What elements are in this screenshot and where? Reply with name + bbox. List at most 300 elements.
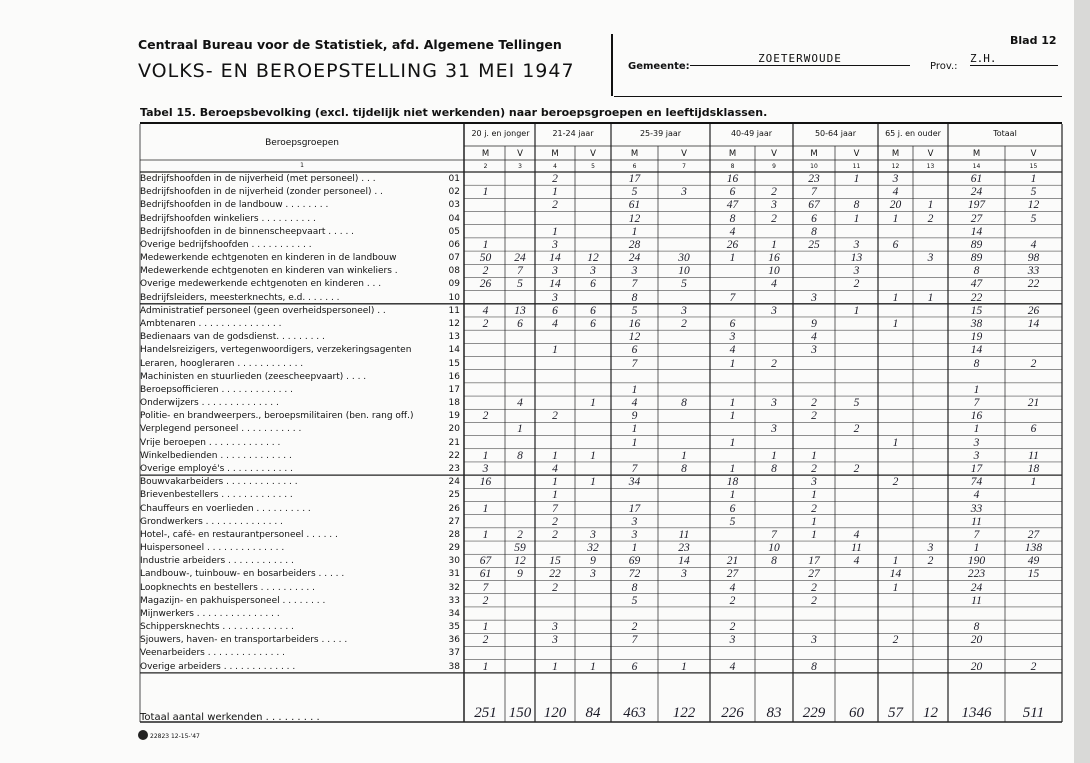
data-cell: 2	[811, 581, 817, 594]
row-label: Sjouwers, haven- en transportarbeiders . . . . .	[140, 635, 348, 646]
gemeente-value: ZOETERWOUDE	[690, 52, 910, 66]
data-cell: 14	[549, 278, 561, 291]
row-label: Medewerkende echtgenoten en kinderen van winkeliers .	[140, 266, 398, 277]
row-label: Bedrijfshoofden in de nijverheid (zonder personeel) . .	[140, 187, 383, 198]
data-cell: 24	[628, 252, 641, 265]
data-cell: 1	[892, 212, 899, 225]
data-cell: 4	[1030, 238, 1037, 251]
sex-header-m: M	[551, 149, 559, 159]
row-label: Beroepsofficieren . . . . . . . . . . . . .	[140, 384, 293, 395]
data-cell: 14	[678, 555, 690, 568]
data-cell: 18	[1027, 462, 1040, 475]
sex-header-m: M	[972, 149, 981, 159]
total-cell: 122	[672, 705, 696, 721]
row-label: Schippersknechts . . . . . . . . . . . . .	[140, 622, 294, 633]
data-cell: 2	[853, 462, 860, 475]
data-cell: 1	[1030, 173, 1037, 185]
col-number: 9	[772, 163, 776, 170]
data-cell: 5	[681, 278, 687, 291]
data-cell: 8	[973, 621, 980, 634]
data-cell: 6	[590, 278, 596, 291]
data-cell: 6	[517, 317, 523, 330]
data-cell: 2	[892, 476, 899, 489]
age-group-header: 25-39 jaar	[639, 129, 682, 138]
row-number: 38	[448, 661, 460, 672]
data-cell: 7	[631, 462, 638, 475]
data-cell: 3	[927, 252, 934, 265]
col-number: 8	[730, 163, 735, 170]
data-cell: 1	[590, 397, 596, 410]
data-cell: 20	[970, 660, 983, 673]
col-number: 6	[632, 163, 637, 170]
data-cell: 47	[726, 199, 739, 212]
data-cell: 12	[628, 331, 641, 344]
data-cell: 138	[1024, 542, 1043, 555]
data-cell: 8	[973, 265, 980, 278]
col-number: 4	[553, 163, 557, 170]
col-number: 12	[891, 163, 900, 170]
data-cell: 2	[517, 528, 523, 541]
data-cell: 1	[853, 212, 860, 225]
row-number: 05	[448, 226, 460, 237]
data-cell: 6	[590, 317, 596, 330]
data-cell: 69	[628, 555, 641, 568]
data-cell: 1	[729, 357, 736, 370]
data-cell: 67	[808, 199, 820, 212]
row-number: 08	[448, 266, 460, 277]
sex-header-v: V	[1030, 149, 1037, 159]
data-cell: 61	[970, 173, 983, 185]
data-cell: 4	[482, 304, 489, 317]
data-cell: 67	[479, 555, 492, 568]
data-cell: 2	[927, 555, 934, 568]
data-cell: 20	[889, 199, 902, 212]
data-cell: 4	[631, 397, 638, 410]
header-divider	[611, 34, 613, 96]
sex-header-v: V	[927, 149, 934, 159]
data-cell: 8	[973, 357, 980, 370]
row-number: 29	[448, 543, 460, 554]
scan-edge	[1074, 0, 1090, 763]
gemeente-label: Gemeente:	[628, 61, 690, 72]
data-cell: 89	[970, 238, 983, 251]
data-cell: 47	[970, 278, 983, 291]
data-cell: 1	[853, 304, 860, 317]
row-label: Overige medewerkende echtgenoten en kinderen . . .	[140, 279, 382, 290]
data-cell: 2	[552, 410, 558, 423]
organization-name: Centraal Bureau voor de Statistiek, afd. Algemene Tellingen	[138, 37, 562, 52]
data-cell: 1	[811, 449, 817, 462]
data-cell: 2	[729, 621, 736, 634]
data-cell: 3	[973, 449, 980, 462]
data-cell: 7	[631, 357, 638, 370]
data-cell: 17	[628, 502, 641, 515]
row-label: Bedrijfshoofden winkeliers . . . . . . . . . .	[140, 213, 316, 224]
row-number: 04	[448, 213, 460, 224]
data-cell: 19	[970, 331, 983, 344]
col-number: 5	[591, 163, 595, 170]
data-cell: 9	[590, 555, 596, 568]
col-number: 7	[682, 163, 686, 170]
data-cell: 24	[514, 252, 526, 265]
row-label: Chauffeurs en voerlieden . . . . . . . . . .	[140, 503, 311, 514]
data-cell: 1	[973, 423, 980, 436]
data-cell: 3	[811, 291, 817, 304]
total-cell: 12	[923, 705, 938, 721]
row-number: 07	[448, 253, 460, 264]
data-cell: 11	[678, 528, 690, 541]
data-cell: 2	[811, 502, 817, 515]
data-cell: 3	[811, 476, 817, 489]
data-cell: 9	[811, 317, 817, 330]
data-cell: 1	[729, 410, 736, 423]
row-number: 10	[448, 292, 460, 303]
row-label: Ambtenaren . . . . . . . . . . . . . . .	[140, 318, 282, 329]
col-number: 13	[926, 163, 935, 170]
row-number: 22	[448, 450, 460, 461]
data-cell: 49	[1027, 555, 1040, 568]
data-cell: 8	[771, 555, 777, 568]
data-cell: 2	[552, 528, 558, 541]
row-number: 01	[448, 174, 460, 184]
data-cell: 61	[628, 199, 641, 212]
data-cell: 3	[552, 621, 558, 634]
sex-header-m: M	[481, 149, 490, 159]
row-number: 06	[448, 239, 460, 250]
data-cell: 38	[970, 317, 983, 330]
data-cell: 2	[482, 594, 489, 607]
data-cell: 1	[927, 199, 934, 212]
row-number: 32	[448, 582, 460, 593]
data-cell: 4	[729, 344, 736, 357]
data-cell: 2	[771, 357, 777, 370]
data-cell: 6	[631, 344, 638, 357]
row-number: 19	[448, 411, 460, 422]
sex-header-v: V	[517, 149, 523, 159]
data-cell: 2	[927, 212, 934, 225]
data-cell: 12	[587, 252, 599, 265]
data-cell: 1	[482, 449, 489, 462]
data-cell: 1	[729, 252, 736, 265]
sex-header-m: M	[891, 149, 900, 159]
sex-header-v: V	[590, 149, 596, 159]
data-cell: 27	[808, 568, 820, 581]
data-cell: 5	[631, 304, 638, 317]
data-cell: 7	[552, 502, 558, 515]
row-label: Bouwvakarbeiders . . . . . . . . . . . . .	[140, 477, 298, 488]
data-cell: 1	[892, 581, 899, 594]
data-cell: 2	[853, 423, 860, 436]
data-cell: 3	[590, 265, 596, 278]
row-label: Bedienaars van de godsdienst. . . . . . . . .	[140, 332, 325, 343]
data-cell: 3	[552, 265, 558, 278]
total-cell: 463	[623, 705, 646, 721]
data-cell: 7	[631, 278, 638, 291]
data-cell: 59	[514, 542, 526, 555]
data-cell: 1	[729, 397, 736, 410]
data-cell: 33	[970, 502, 983, 515]
data-cell: 3	[853, 238, 860, 251]
row-number: 33	[448, 595, 460, 606]
header-rule	[614, 96, 1062, 97]
data-cell: 2	[811, 397, 817, 410]
total-cell: 120	[543, 705, 567, 721]
data-cell: 3	[729, 634, 736, 647]
data-cell: 9	[517, 568, 523, 581]
data-cell: 4	[853, 555, 860, 568]
data-cell: 3	[482, 462, 489, 475]
data-cell: 26	[1027, 304, 1040, 317]
data-cell: 4	[973, 489, 980, 502]
data-cell: 2	[552, 581, 558, 594]
data-cell: 2	[482, 410, 489, 423]
row-label: Overige employé's . . . . . . . . . . . .	[140, 463, 293, 474]
row-number: 35	[448, 622, 460, 633]
data-cell: 32	[587, 542, 599, 555]
data-cell: 18	[726, 476, 739, 489]
data-cell: 23	[678, 542, 690, 555]
row-number: 14	[448, 345, 460, 356]
data-cell: 27	[970, 212, 983, 225]
data-cell: 1	[771, 238, 777, 251]
row-label: Administratief personeel (geen overheidspersoneel) . .	[140, 305, 386, 316]
data-cell: 5	[631, 186, 638, 199]
data-cell: 16	[768, 252, 780, 265]
data-cell: 4	[517, 397, 523, 410]
age-group-header: 20 j. en jonger	[471, 129, 530, 138]
data-cell: 14	[970, 344, 983, 357]
data-cell: 3	[729, 331, 736, 344]
row-label: Handelsreizigers, vertegenwoordigers, verzekeringsagenten	[140, 345, 412, 356]
row-number: 17	[448, 384, 460, 395]
data-cell: 4	[853, 528, 860, 541]
data-cell: 7	[811, 186, 817, 199]
data-cell: 1	[482, 621, 489, 634]
data-cell: 15	[1027, 568, 1040, 581]
data-cell: 26	[726, 238, 739, 251]
data-cell: 17	[808, 555, 820, 568]
data-cell: 2	[681, 317, 687, 330]
col-number: 10	[810, 163, 818, 170]
data-cell: 1	[973, 542, 980, 555]
data-cell: 3	[892, 173, 899, 185]
data-cell: 1	[631, 423, 638, 436]
data-cell: 2	[552, 199, 558, 212]
data-cell: 11	[1028, 449, 1039, 462]
data-cell: 6	[729, 186, 736, 199]
data-cell: 1	[771, 449, 777, 462]
data-cell: 3	[631, 528, 638, 541]
data-cell: 3	[631, 515, 638, 528]
data-cell: 1	[729, 462, 736, 475]
row-number: 34	[448, 608, 460, 619]
total-cell: 229	[802, 705, 826, 721]
data-cell: 1	[927, 291, 934, 304]
print-code: 22823 12-15-'47	[150, 733, 200, 740]
data-cell: 3	[853, 265, 860, 278]
data-cell: 98	[1027, 252, 1040, 265]
data-cell: 25	[808, 238, 820, 251]
age-group-header: 21-24 jaar	[552, 129, 594, 138]
row-label: Hotel-, café- en restaurantpersoneel . . . . . .	[140, 529, 338, 540]
row-label: Mijnwerkers . . . . . . . . . . . . . . .	[140, 608, 280, 619]
data-cell: 16	[479, 476, 492, 489]
row-label: Overige bedrijfshoofden . . . . . . . . . . .	[140, 239, 312, 250]
data-cell: 197	[967, 199, 986, 212]
data-cell: 21	[726, 555, 739, 568]
data-cell: 24	[970, 186, 983, 199]
col-number: 1	[300, 162, 304, 169]
data-cell: 8	[811, 225, 817, 238]
data-cell: 8	[681, 462, 687, 475]
data-cell: 2	[552, 515, 558, 528]
data-cell: 3	[590, 568, 596, 581]
data-cell: 1	[552, 186, 558, 199]
data-cell: 22	[970, 291, 983, 304]
data-cell: 4	[729, 660, 736, 673]
total-cell: 150	[508, 705, 532, 721]
data-cell: 1	[892, 436, 899, 449]
data-cell: 2	[1030, 357, 1037, 370]
row-number: 15	[448, 358, 460, 369]
data-cell: 7	[517, 265, 523, 278]
data-cell: 12	[628, 212, 641, 225]
data-cell: 4	[552, 317, 558, 330]
data-cell: 15	[970, 304, 983, 317]
age-group-header: 40-49 jaar	[730, 129, 773, 138]
data-cell: 15	[549, 555, 561, 568]
data-cell: 16	[970, 410, 983, 423]
data-cell: 3	[681, 568, 687, 581]
data-cell: 1	[482, 186, 489, 199]
data-cell: 2	[811, 410, 817, 423]
data-cell: 2	[482, 317, 489, 330]
sex-header-v: V	[681, 149, 687, 159]
col-number: 3	[518, 163, 522, 170]
row-number: 27	[448, 516, 460, 527]
data-cell: 8	[811, 660, 817, 673]
sex-header-m: M	[630, 149, 639, 159]
data-cell: 27	[1027, 528, 1040, 541]
data-cell: 4	[729, 581, 736, 594]
data-cell: 72	[628, 568, 641, 581]
data-cell: 7	[482, 581, 489, 594]
total-cell: 1346	[961, 705, 992, 721]
row-number: 18	[448, 398, 460, 409]
data-cell: 3	[552, 238, 558, 251]
row-label: Politie- en brandweerpers., beroepsmilitairen (ben. rang off.)	[140, 411, 414, 422]
sex-header-v: V	[853, 149, 860, 159]
data-cell: 1	[552, 344, 558, 357]
row-number: 09	[448, 279, 460, 290]
data-cell: 30	[678, 252, 690, 265]
data-cell: 6	[552, 304, 558, 317]
data-cell: 22	[549, 568, 561, 581]
row-number: 02	[448, 187, 460, 198]
data-cell: 1	[552, 660, 558, 673]
row-number: 21	[448, 437, 460, 448]
data-cell: 3	[811, 344, 817, 357]
data-cell: 1	[552, 225, 558, 238]
row-label: Bedrijfshoofden in de landbouw . . . . . . . .	[140, 200, 329, 211]
data-cell: 3	[973, 436, 980, 449]
data-cell: 4	[771, 278, 777, 291]
total-cell: 511	[1022, 705, 1045, 721]
data-cell: 2	[811, 462, 817, 475]
data-cell: 10	[678, 265, 690, 278]
age-group-header: 50-64 jaar	[814, 129, 857, 138]
data-cell: 2	[482, 634, 489, 647]
col-number: 14	[972, 163, 981, 170]
data-cell: 1	[590, 449, 596, 462]
data-cell: 1	[681, 660, 687, 673]
data-cell: 20	[970, 634, 983, 647]
data-cell: 3	[631, 265, 638, 278]
data-cell: 1	[892, 291, 899, 304]
data-cell: 9	[631, 410, 638, 423]
row-number: 30	[448, 556, 460, 567]
row-number: 24	[448, 477, 460, 488]
data-cell: 6	[729, 317, 736, 330]
data-cell: 5	[853, 397, 860, 410]
total-cell: 84	[585, 705, 601, 721]
row-label: Bedrijfshoofden in de binnenscheepvaart . . . . .	[140, 226, 355, 237]
data-cell: 3	[590, 528, 596, 541]
data-cell: 2	[631, 621, 638, 634]
data-cell: 33	[1027, 265, 1040, 278]
row-number: 37	[448, 648, 460, 659]
data-cell: 11	[971, 594, 982, 607]
data-cell: 7	[973, 397, 980, 410]
data-cell: 1	[681, 449, 687, 462]
col-number: 11	[852, 163, 861, 170]
row-number: 26	[448, 503, 460, 514]
data-cell: 5	[631, 594, 638, 607]
data-cell: 61	[479, 568, 492, 581]
data-cell: 8	[681, 397, 687, 410]
row-label: Huispersoneel . . . . . . . . . . . . . .	[140, 543, 285, 554]
data-cell: 14	[549, 252, 561, 265]
data-cell: 1	[482, 502, 489, 515]
data-cell: 6	[811, 212, 817, 225]
data-cell: 5	[729, 515, 736, 528]
row-label: Onderwijzers . . . . . . . . . . . . . .	[140, 398, 279, 409]
form-title: VOLKS- EN BEROEPSTELLING 31 MEI 1947	[138, 60, 575, 82]
data-cell: 89	[970, 252, 983, 265]
total-cell: 251	[474, 705, 497, 721]
data-cell: 74	[970, 476, 983, 489]
table-top-rule	[140, 122, 1062, 124]
data-cell: 7	[729, 291, 736, 304]
sex-header-m: M	[810, 149, 818, 159]
data-cell: 1	[631, 225, 638, 238]
data-cell: 2	[1030, 660, 1037, 673]
row-label: Brievenbestellers . . . . . . . . . . . . .	[140, 490, 293, 501]
data-cell: 6	[892, 238, 899, 251]
row-number: 20	[448, 424, 460, 435]
data-cell: 50	[479, 252, 492, 265]
data-cell: 14	[1027, 317, 1040, 330]
row-label: Winkelbedienden . . . . . . . . . . . . .	[140, 450, 292, 461]
data-cell: 1	[552, 489, 558, 502]
data-cell: 26	[479, 278, 492, 291]
total-cell: 57	[888, 705, 903, 721]
data-cell: 34	[628, 476, 641, 489]
row-label: Leraren, hoogleraren . . . . . . . . . . . .	[140, 358, 304, 369]
data-cell: 2	[892, 634, 899, 647]
data-cell: 3	[681, 304, 687, 317]
row-number: 25	[448, 490, 460, 501]
